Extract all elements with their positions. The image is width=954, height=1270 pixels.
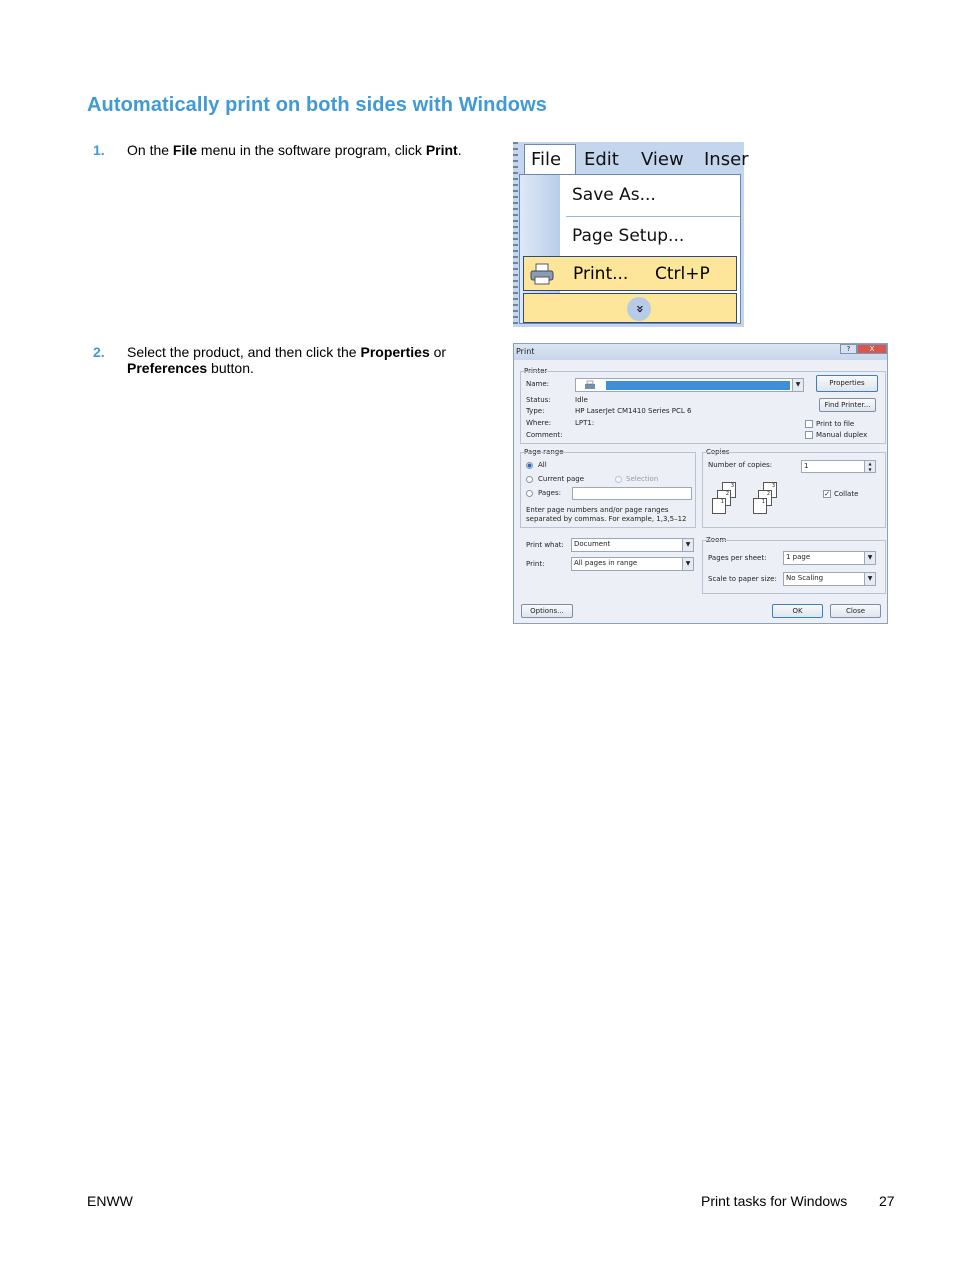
menu-item-print[interactable] (523, 256, 737, 291)
page-number: 27 (879, 1193, 895, 1209)
step-text: Select the product, and then click the Properties or Preferences button. (127, 344, 447, 376)
where-label: Where: (526, 419, 552, 427)
step-number: 2. (93, 344, 105, 360)
footer-left: ENWW (87, 1193, 133, 1209)
scale-label: Scale to paper size: (708, 575, 777, 583)
preferences-term: Preferences (127, 360, 208, 376)
zoom-group-label: Zoom (706, 536, 727, 544)
printer-name-selection (606, 381, 790, 390)
collate-label: Collate (834, 490, 859, 498)
page-icon: 3 (722, 482, 736, 498)
scale-value: No Scaling (786, 574, 824, 582)
chevron-down-icon[interactable]: ▼ (792, 379, 803, 391)
num-copies-value: 1 (804, 462, 809, 470)
print-to-file-label: Print to file (816, 420, 855, 428)
range-selection-label: Selection (626, 475, 659, 483)
range-current-label: Current page (538, 475, 584, 483)
menu-item-page-setup[interactable]: Page Setup... (572, 226, 685, 246)
status-label: Status: (526, 396, 551, 404)
range-pages-label: Pages: (538, 489, 561, 497)
copies-spinner-icon[interactable]: ▲ ▼ (864, 461, 875, 472)
print-what-select[interactable] (571, 538, 694, 552)
range-all-label: All (538, 461, 547, 469)
dialog-title: Print (516, 347, 535, 356)
page-icon: 2 (758, 490, 772, 506)
printer-group-label: Printer (524, 367, 548, 375)
range-all-radio[interactable] (526, 462, 533, 469)
printer-name-select[interactable] (575, 378, 804, 392)
range-pages-radio[interactable] (526, 490, 533, 497)
printer-icon (530, 263, 554, 285)
range-selection-radio[interactable] (615, 476, 622, 483)
print-what-label: Print what: (526, 541, 564, 549)
menu-separator (566, 216, 740, 217)
print-what-value: Document (574, 540, 611, 548)
chevron-down-icon[interactable]: ▼ (682, 539, 693, 551)
type-value: HP LaserJet CM1410 Series PCL 6 (575, 407, 692, 415)
pages-per-sheet-select[interactable] (783, 551, 876, 565)
chevron-down-icon[interactable]: ▼ (864, 552, 875, 564)
menu-insert[interactable]: Inser (704, 149, 749, 170)
num-copies-input[interactable] (801, 460, 876, 473)
scale-select[interactable] (783, 572, 876, 586)
chevron-down-icon[interactable]: » (627, 297, 651, 321)
help-button[interactable]: ? (840, 344, 857, 354)
file-term: File (172, 142, 198, 158)
menu-expand-row[interactable] (523, 293, 737, 323)
pages-input[interactable] (572, 487, 692, 500)
file-menu-screenshot (513, 142, 749, 327)
pages-per-sheet-label: Pages per sheet: (708, 554, 767, 562)
pages-per-sheet-value: 1 page (786, 553, 811, 561)
page-icon: 1 (712, 498, 726, 514)
range-hint-line1: Enter page numbers and/or page ranges (526, 506, 669, 514)
num-copies-label: Number of copies: (708, 461, 773, 469)
print-term: Print (425, 142, 458, 158)
name-label: Name: (526, 380, 550, 388)
page-range-group-label: Page range (524, 448, 564, 456)
step-text: On the File menu in the software program, click Print. (127, 142, 462, 158)
manual-duplex-label: Manual duplex (816, 431, 868, 439)
page-icon: 2 (717, 490, 731, 506)
print-select[interactable] (571, 557, 694, 571)
close-window-button[interactable]: X (857, 344, 887, 354)
options-button[interactable]: Options... (521, 604, 573, 618)
comment-label: Comment: (526, 431, 563, 439)
page-icon: 3 (763, 482, 777, 498)
close-button[interactable]: Close (830, 604, 881, 618)
footer-section-title: Print tasks for Windows (701, 1193, 848, 1209)
print-shortcut: Ctrl+P (655, 264, 710, 284)
print-label: Print... (573, 264, 629, 284)
step-number: 1. (93, 142, 105, 158)
dialog-titlebar (514, 344, 887, 360)
print-dialog-screenshot (513, 343, 888, 624)
range-current-radio[interactable] (526, 476, 533, 483)
collate-checkbox[interactable]: ✓ (824, 490, 830, 498)
manual-duplex-checkbox[interactable] (805, 431, 813, 439)
menu-bar (518, 142, 749, 174)
menu-file[interactable]: File (531, 149, 562, 170)
range-hint-line2: separated by commas. For example, 1,3,5–12 (526, 515, 687, 523)
menu-view[interactable]: View (641, 149, 684, 170)
section-heading: Automatically print on both sides with Windows (87, 94, 547, 116)
type-label: Type: (526, 407, 545, 415)
menu-item-save-as[interactable]: Save As... (572, 185, 656, 205)
print-to-file-checkbox[interactable] (805, 420, 813, 428)
print-label: Print: (526, 560, 545, 568)
menu-edit[interactable]: Edit (584, 149, 619, 170)
find-printer-button[interactable]: Find Printer... (819, 398, 876, 412)
chevron-down-icon[interactable]: ▼ (864, 573, 875, 585)
printer-icon (584, 381, 596, 390)
chevron-down-icon[interactable]: ▼ (682, 558, 693, 570)
where-value: LPT1: (575, 419, 595, 427)
status-value: Idle (575, 396, 588, 404)
ok-button[interactable]: OK (772, 604, 823, 618)
page-icon: 1 (753, 498, 767, 514)
properties-button[interactable]: Properties (816, 375, 878, 392)
print-value: All pages in range (574, 559, 638, 567)
properties-term: Properties (360, 344, 430, 360)
copies-group-label: Copies (706, 448, 730, 456)
